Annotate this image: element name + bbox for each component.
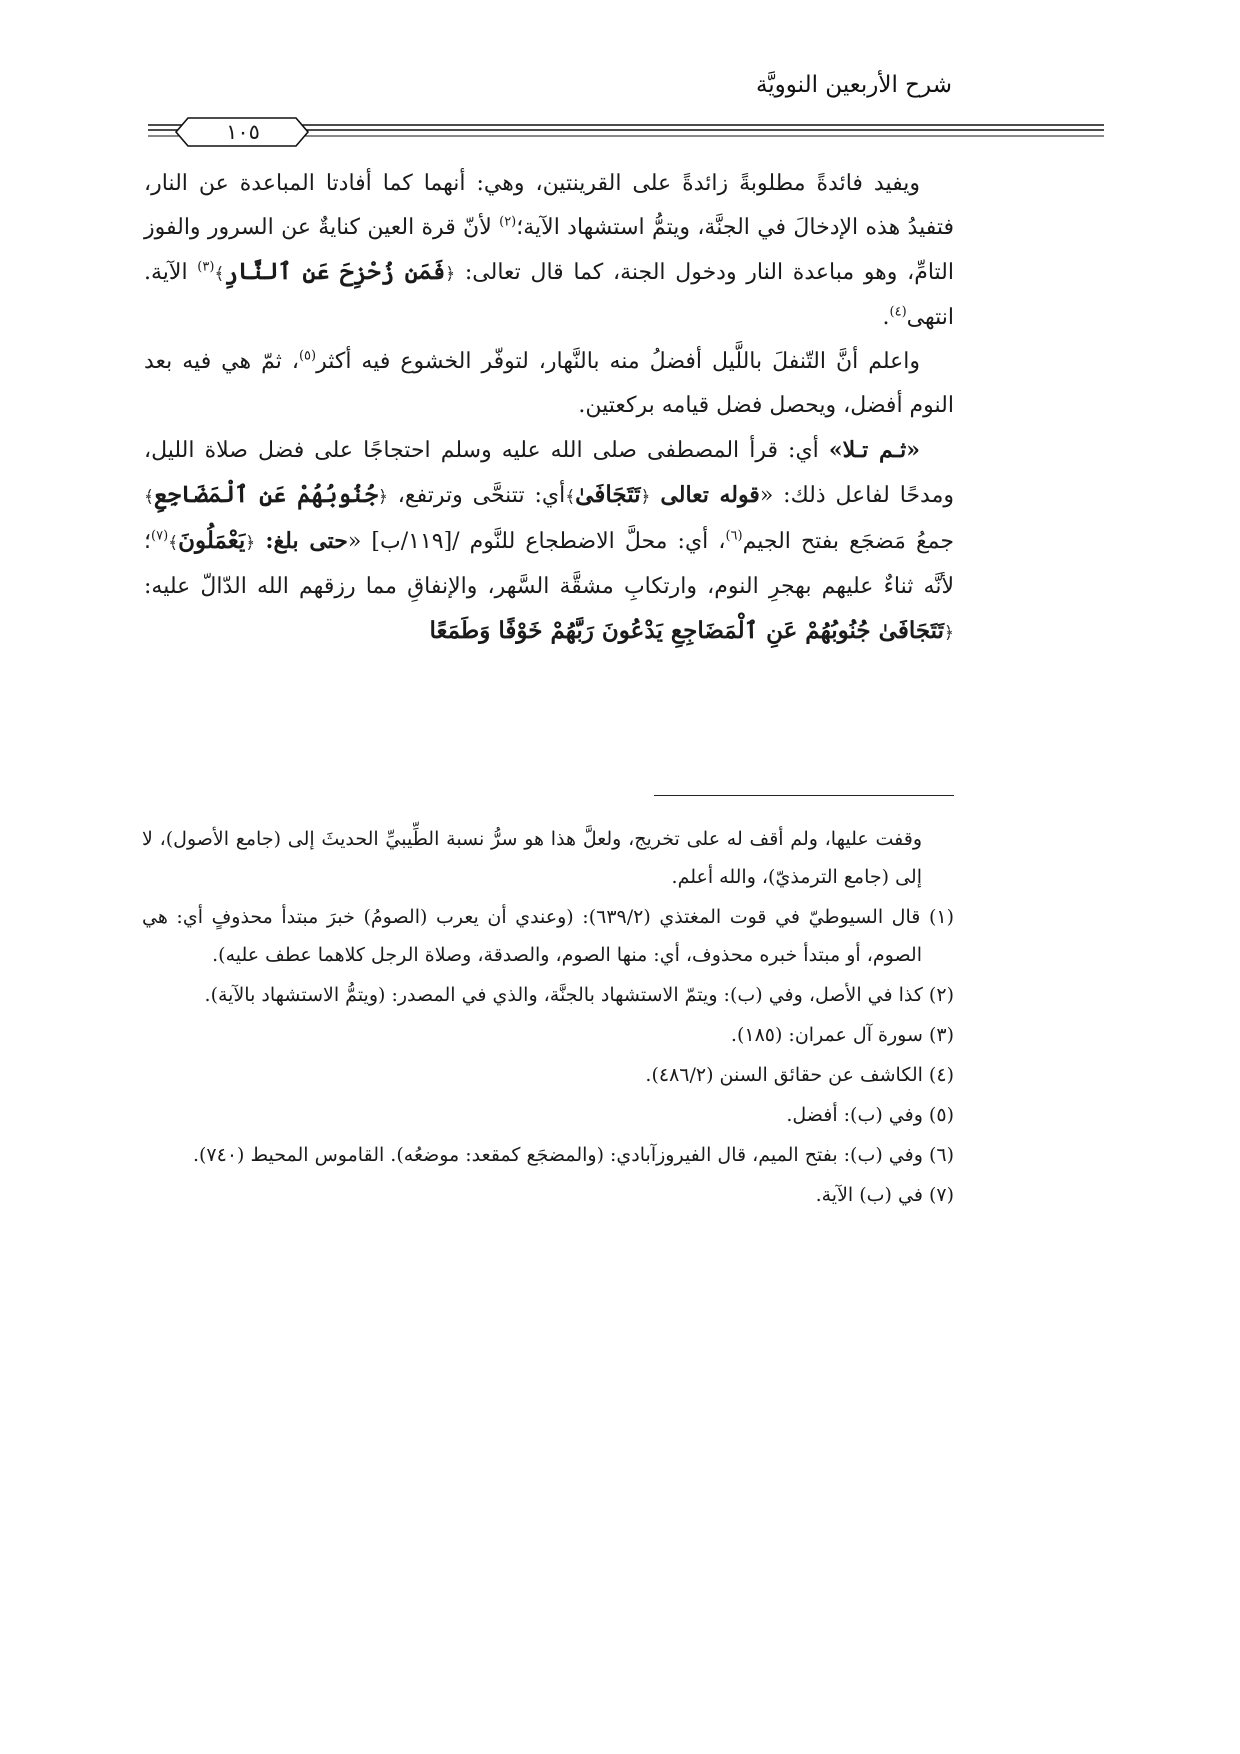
footnote-ref[interactable]: (٣): [197, 259, 215, 275]
quran-ornament-close: ﴾: [168, 533, 179, 553]
footnote-ref[interactable]: (٢): [499, 214, 517, 230]
paragraph-1: ويفيد فائدةً مطلوبةً زائدةً على القرينتين، وهي: أنهما كما أفادتا المباعدة عن النار، فتفيدُ هذه الإدخالَ في الجنَّة، ويتمُّ استشهاد الآية؛$^{(٢)}$ لأنّ قرة العين كنايةٌ عن السرور والفوز التامِّ، وهو مباعدة النار ودخول الجنة، كما قال تعالى: ﴿فَمَن زُحْزِحَ عَنِ ٱلنَّارِ﴾$^{(٣)}$ الآية. انتهى$^{(٤)}$.: [144, 171, 954, 330]
footnote-2: (٢) كذا في الأصل، وفي (ب): ويتمّ الاستشهاد بالجنَّة، والذي في المصدر: (ويتمُّ الاستشهاد بالآية).: [204, 984, 954, 1006]
quran-ornament-open: ﴿: [944, 623, 954, 643]
quran-ornament-open: ﴿: [640, 487, 651, 507]
bold-phrase: حتى بلغ:: [265, 528, 348, 554]
footnote-ref[interactable]: (٧): [151, 528, 169, 544]
quran-verse: فَمَن زُحْزِحَ عَنِ ٱلنَّارِ: [224, 258, 446, 285]
page-number: ١٠٥: [226, 120, 260, 144]
running-title: شرح الأربعين النوويَّة: [755, 72, 952, 98]
footnote-7: (٧) في (ب) الآية.: [815, 1184, 954, 1206]
footnote-continuation: وقفت عليها، ولم أقف له على تخريج، ولعلَّ هذا هو سرُّ نسبة الطِّيبيِّ الحديثَ إلى (جامع الأصول)، لا إلى (جامع الترمذيّ)، والله أعلم.: [142, 828, 922, 888]
footnote-separator: [654, 795, 954, 796]
bold-phrase: قوله تعالى: [660, 482, 760, 508]
quran-ornament-close: ﴾: [565, 487, 576, 507]
footnote-5: (٥) وفي (ب): أفضل.: [786, 1104, 954, 1126]
footnote-3: (٣) سورة آل عمران: (١٨٥).: [730, 1024, 954, 1046]
footnote-ref[interactable]: (٦): [725, 528, 743, 544]
footnote-6: (٦) وفي (ب): بفتح الميم، قال الفيروزآبادي: (والمضجَع كمقعد: موضعُه). القاموس المحيط (٧٤٠).: [192, 1144, 954, 1166]
quran-verse: يَعْمَلُونَ: [178, 527, 246, 554]
lead-phrase: «ثـم تـلا»: [828, 437, 920, 463]
quran-verse: جُنُوبُهُمْ عَنِ ٱلْمَضَاجِعِ: [153, 481, 378, 508]
footnote-ref[interactable]: (٥): [298, 348, 317, 364]
quran-ornament-close: ﴾: [144, 487, 154, 507]
paragraph-3: «ثـم تـلا» أي: قرأ المصطفى صلى الله عليه وسلم احتجاجًا على فضل صلاة الليل، ومدحًا لفاعل ذلك: «قوله تعالى ﴿تَتَجَافَىٰ﴾أي: تتنحَّى وترتفع، ﴿جُنُوبُهُمْ عَنِ ٱلْمَضَاجِعِ﴾ جمعُ مَضجَع بفتح الجيم$^{(٦)}$، أي: محلَّ الاضطجاع للنَّوم /[١١٩/ب] «حتى بلغ: ﴿يَعْمَلُونَ﴾$^{(٧)}$؛ لأنَّه ثناءٌ عليهم بهجرِ النوم، وارتكابِ مشقَّة السَّهر، والإنفاقِ مما رزقهم الله الدّالّ عليه: ﴿تَتَجَافَىٰ جُنُوبُهُمْ عَنِ ٱلْمَضَاجِعِ يَدْعُونَ رَبَّهُمْ خَوْفًا وَطَمَعًا: [144, 437, 954, 644]
footnote-4: (٤) الكاشف عن حقائق السنن (٤٨٦/٢).: [645, 1064, 954, 1086]
quran-ornament-open: ﴿: [377, 487, 388, 507]
quran-ornament-close: ﴾: [214, 264, 225, 284]
paragraph-2: واعلم أنَّ التّنفلَ باللَّيل أفضلُ منه بالنَّهار، لتوفّر الخشوع فيه أكثر$^{(٥)}$، ثمّ هي فيه بعد النوم أفضل، ويحصل فضل قيامه بركعتين.: [144, 348, 954, 418]
quran-verse: تَتَجَافَىٰ جُنُوبُهُمْ عَنِ ٱلْمَضَاجِعِ يَدْعُونَ رَبَّهُمْ خَوْفًا وَطَمَعًا: [429, 617, 945, 644]
footnote-ref[interactable]: (٤): [889, 304, 907, 320]
quran-ornament-open: ﴿: [445, 264, 456, 284]
footnotes: [142, 820, 954, 1216]
footnote-1: (١) قال السيوطيّ في قوت المغتذي (٦٣٩/٢): (وعندي أن يعرب (الصومُ) خبرَ مبتدأ محذوفٍ أي: هي الصوم، أو مبتدأ خبره محذوف، أي: منها الصوم، والصدقة، وصلاة الرجل كلاهما عطف عليه).: [142, 906, 954, 966]
quran-ornament-open: ﴿: [245, 533, 256, 553]
main-text: [144, 162, 954, 655]
quran-verse: تَتَجَافَىٰ: [575, 481, 641, 508]
